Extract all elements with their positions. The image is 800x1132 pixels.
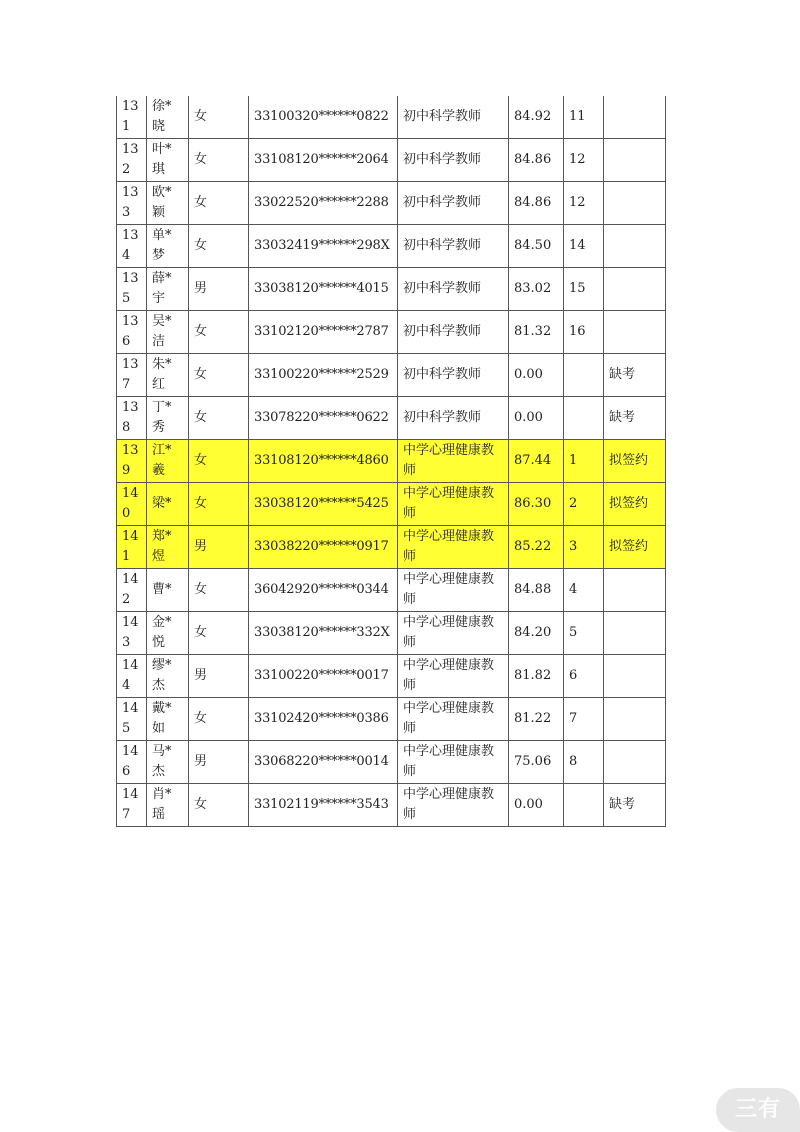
table-row	[117, 741, 666, 784]
name-text: 吴*洁	[152, 314, 172, 349]
remark-cell	[604, 311, 666, 354]
name-text: 缪*杰	[152, 658, 172, 693]
position-cell: 中学心理健康教师	[398, 741, 509, 784]
gender-cell: 男	[189, 268, 249, 311]
rank-cell: 14	[564, 225, 604, 268]
gender-cell: 女	[189, 612, 249, 655]
row-number-cell: 132	[117, 139, 147, 182]
row-number-cell: 137	[117, 354, 147, 397]
position-cell: 初中科学教师	[398, 139, 509, 182]
remark-cell	[604, 182, 666, 225]
id-number-cell: 33108120******2064	[249, 139, 398, 182]
remark-cell	[604, 655, 666, 698]
score-cell: 85.22	[509, 526, 564, 569]
gender-cell: 男	[189, 526, 249, 569]
row-number-cell: 145	[117, 698, 147, 741]
gender-cell: 女	[189, 483, 249, 526]
id-number-cell: 33100320******0822	[249, 96, 398, 139]
name-text: 欧*颖	[152, 185, 172, 220]
name-cell	[147, 225, 189, 268]
table-row	[117, 569, 666, 612]
row-number-cell: 139	[117, 440, 147, 483]
name-text: 曹*	[152, 582, 172, 597]
name-text: 肖*瑶	[152, 787, 172, 822]
id-number-cell: 33102420******0386	[249, 698, 398, 741]
position-cell: 中学心理健康教师	[398, 569, 509, 612]
rank-cell: 5	[564, 612, 604, 655]
name-text: 郑*煜	[152, 529, 172, 564]
score-cell: 83.02	[509, 268, 564, 311]
position-cell: 中学心理健康教师	[398, 612, 509, 655]
name-cell	[147, 526, 189, 569]
position-cell: 初中科学教师	[398, 182, 509, 225]
rank-cell: 7	[564, 698, 604, 741]
row-number-cell: 144	[117, 655, 147, 698]
name-cell	[147, 397, 189, 440]
table-row	[117, 698, 666, 741]
score-cell: 81.32	[509, 311, 564, 354]
name-cell	[147, 569, 189, 612]
table-row	[117, 440, 666, 483]
gender-cell: 女	[189, 139, 249, 182]
name-cell	[147, 612, 189, 655]
row-number-cell: 138	[117, 397, 147, 440]
name-text: 薛*宇	[152, 271, 172, 306]
position-cell: 中学心理健康教师	[398, 784, 509, 827]
id-number-cell: 33108120******4860	[249, 440, 398, 483]
remark-cell: 缺考	[604, 397, 666, 440]
watermark-logo: 三有	[716, 1088, 800, 1132]
remark-cell	[604, 698, 666, 741]
gender-cell: 女	[189, 698, 249, 741]
row-number-cell: 141	[117, 526, 147, 569]
score-cell: 84.50	[509, 225, 564, 268]
rank-cell: 15	[564, 268, 604, 311]
name-text: 马*杰	[152, 744, 172, 779]
id-number-cell: 33038220******0917	[249, 526, 398, 569]
name-cell	[147, 655, 189, 698]
rank-cell: 1	[564, 440, 604, 483]
row-number-cell: 140	[117, 483, 147, 526]
name-text: 徐*晓	[152, 99, 172, 134]
position-cell: 中学心理健康教师	[398, 655, 509, 698]
table-row	[117, 483, 666, 526]
position-cell: 中学心理健康教师	[398, 698, 509, 741]
rank-cell	[564, 397, 604, 440]
position-cell: 初中科学教师	[398, 397, 509, 440]
gender-cell: 女	[189, 397, 249, 440]
position-cell: 初中科学教师	[398, 354, 509, 397]
name-cell	[147, 354, 189, 397]
remark-cell	[604, 139, 666, 182]
name-cell	[147, 268, 189, 311]
id-number-cell: 33078220******0622	[249, 397, 398, 440]
remark-cell: 缺考	[604, 354, 666, 397]
name-cell	[147, 311, 189, 354]
name-cell	[147, 741, 189, 784]
score-cell: 81.82	[509, 655, 564, 698]
name-cell	[147, 440, 189, 483]
rank-cell: 2	[564, 483, 604, 526]
score-cell: 81.22	[509, 698, 564, 741]
name-cell	[147, 483, 189, 526]
score-cell: 86.30	[509, 483, 564, 526]
rank-cell: 12	[564, 139, 604, 182]
row-number-cell: 131	[117, 96, 147, 139]
remark-cell	[604, 612, 666, 655]
remark-cell	[604, 225, 666, 268]
table-row	[117, 139, 666, 182]
score-cell: 84.86	[509, 139, 564, 182]
name-text: 叶*琪	[152, 142, 172, 177]
score-cell: 0.00	[509, 397, 564, 440]
remark-cell: 缺考	[604, 784, 666, 827]
score-cell: 0.00	[509, 354, 564, 397]
name-cell	[147, 698, 189, 741]
results-table	[116, 96, 666, 827]
position-cell: 初中科学教师	[398, 311, 509, 354]
remark-cell	[604, 96, 666, 139]
gender-cell: 女	[189, 96, 249, 139]
table-row	[117, 526, 666, 569]
row-number-cell: 146	[117, 741, 147, 784]
name-text: 戴*如	[152, 701, 172, 736]
rank-cell: 16	[564, 311, 604, 354]
position-cell: 中学心理健康教师	[398, 483, 509, 526]
rank-cell	[564, 354, 604, 397]
name-cell	[147, 139, 189, 182]
name-text: 丁*秀	[152, 400, 172, 435]
id-number-cell: 33038120******4015	[249, 268, 398, 311]
gender-cell: 女	[189, 225, 249, 268]
table-row	[117, 655, 666, 698]
name-cell	[147, 96, 189, 139]
id-number-cell: 33100220******2529	[249, 354, 398, 397]
id-number-cell: 33102119******3543	[249, 784, 398, 827]
gender-cell: 女	[189, 311, 249, 354]
rank-cell: 6	[564, 655, 604, 698]
name-text: 朱*红	[152, 357, 172, 392]
row-number-cell: 133	[117, 182, 147, 225]
score-cell: 84.88	[509, 569, 564, 612]
table-row	[117, 182, 666, 225]
name-text: 江*羲	[152, 443, 172, 478]
name-text: 单*梦	[152, 228, 172, 263]
remark-cell	[604, 741, 666, 784]
id-number-cell: 33038120******5425	[249, 483, 398, 526]
table-row	[117, 354, 666, 397]
score-cell: 87.44	[509, 440, 564, 483]
row-number-cell: 143	[117, 612, 147, 655]
id-number-cell: 33100220******0017	[249, 655, 398, 698]
table-row	[117, 268, 666, 311]
gender-cell: 女	[189, 182, 249, 225]
gender-cell: 女	[189, 440, 249, 483]
gender-cell: 女	[189, 354, 249, 397]
score-cell: 84.20	[509, 612, 564, 655]
rank-cell: 3	[564, 526, 604, 569]
row-number-cell: 147	[117, 784, 147, 827]
table-row	[117, 397, 666, 440]
remark-cell: 拟签约	[604, 526, 666, 569]
id-number-cell: 36042920******0344	[249, 569, 398, 612]
remark-cell	[604, 569, 666, 612]
table-row	[117, 612, 666, 655]
name-cell	[147, 182, 189, 225]
table-row	[117, 96, 666, 139]
row-number-cell: 135	[117, 268, 147, 311]
position-cell: 初中科学教师	[398, 268, 509, 311]
score-cell: 75.06	[509, 741, 564, 784]
row-number-cell: 142	[117, 569, 147, 612]
position-cell: 中学心理健康教师	[398, 440, 509, 483]
name-text: 梁*	[152, 496, 172, 511]
score-cell: 84.86	[509, 182, 564, 225]
remark-cell	[604, 268, 666, 311]
id-number-cell: 33022520******2288	[249, 182, 398, 225]
gender-cell: 男	[189, 655, 249, 698]
id-number-cell: 33032419******298X	[249, 225, 398, 268]
row-number-cell: 136	[117, 311, 147, 354]
score-cell: 0.00	[509, 784, 564, 827]
table-row	[117, 784, 666, 827]
rank-cell	[564, 784, 604, 827]
score-cell: 84.92	[509, 96, 564, 139]
rank-cell: 12	[564, 182, 604, 225]
rank-cell: 4	[564, 569, 604, 612]
remark-cell: 拟签约	[604, 440, 666, 483]
gender-cell: 女	[189, 569, 249, 612]
name-cell	[147, 784, 189, 827]
position-cell: 初中科学教师	[398, 96, 509, 139]
id-number-cell: 33068220******0014	[249, 741, 398, 784]
remark-cell: 拟签约	[604, 483, 666, 526]
id-number-cell: 33102120******2787	[249, 311, 398, 354]
rank-cell: 8	[564, 741, 604, 784]
table-row	[117, 311, 666, 354]
gender-cell: 女	[189, 784, 249, 827]
row-number-cell: 134	[117, 225, 147, 268]
name-text: 金*悦	[152, 615, 172, 650]
table-row	[117, 225, 666, 268]
position-cell: 初中科学教师	[398, 225, 509, 268]
gender-cell: 男	[189, 741, 249, 784]
id-number-cell: 33038120******332X	[249, 612, 398, 655]
position-cell: 中学心理健康教师	[398, 526, 509, 569]
rank-cell: 11	[564, 96, 604, 139]
